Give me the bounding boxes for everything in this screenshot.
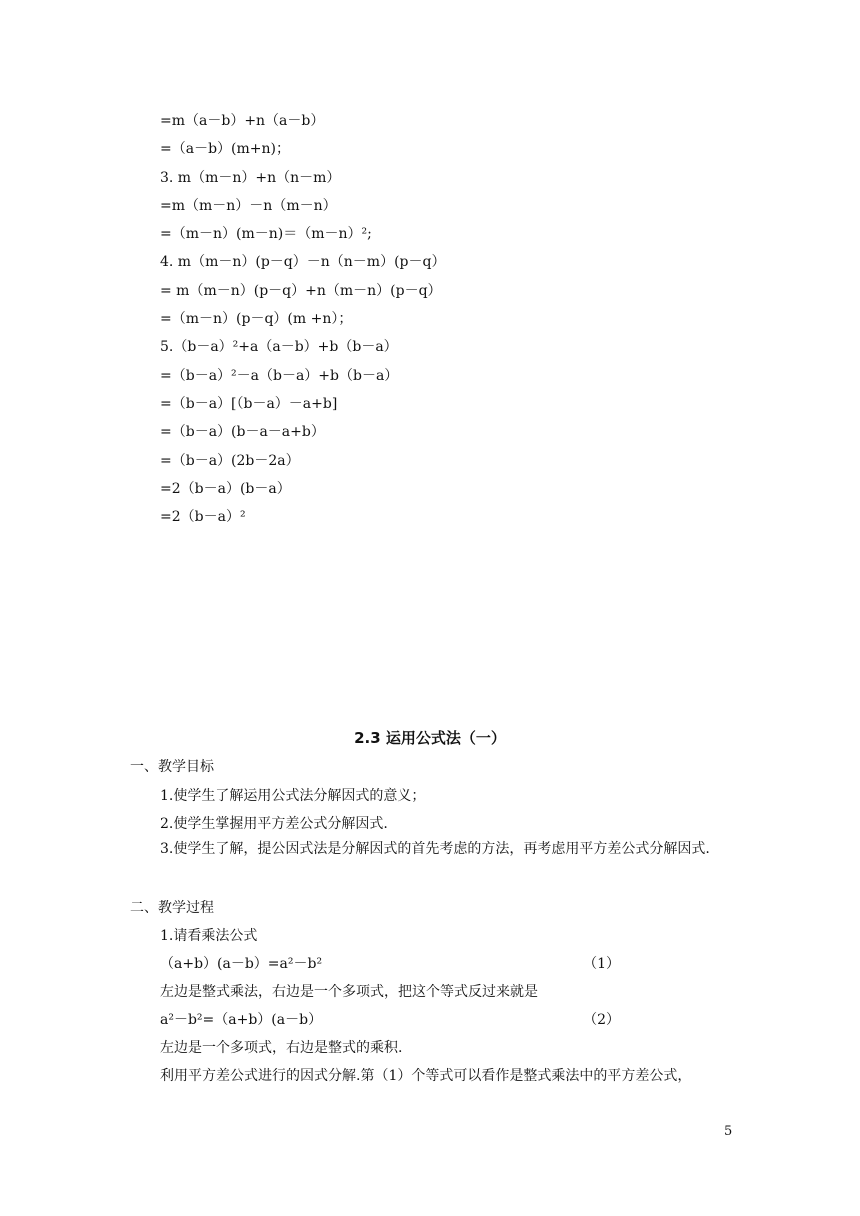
process-text: 利用平方差公式进行的因式分解.第（1）个等式可以看作是整式乘法中的平方差公式， <box>160 1068 692 1084</box>
section-heading-goals: 一、教学目标 <box>130 759 214 775</box>
factorization-steps <box>160 107 445 531</box>
lesson-title: 2.3 运用公式法（一） <box>354 729 506 747</box>
goal-item: 1.使学生了解运用公式法分解因式的意义； <box>160 788 426 804</box>
goal-item: 3.使学生了解，提公因式法是分解因式的首先考虑的方法，再考虑用平方差公式分解因式. <box>160 841 710 857</box>
math-line: =2（b－a）² <box>160 509 246 526</box>
math-line: =m（a－b）+n（a－b） <box>160 113 325 129</box>
equation-1-tag: （1） <box>583 956 620 972</box>
math-line: =（b－a）(b－a－a+b） <box>160 424 325 441</box>
math-line: =（m－n）(m－n)＝（m－n）²; <box>160 226 372 243</box>
equation-2-tag: （2） <box>583 1012 620 1028</box>
math-line: =（b－a）[（b－a）－a+b] <box>160 395 338 412</box>
math-line: =m（m－n）－n（m－n） <box>160 197 337 214</box>
goal-item: 2.使学生掌握用平方差公式分解因式. <box>160 816 388 832</box>
math-line: =（b－a）(2b－2a） <box>160 452 300 469</box>
process-step: 1.请看乘法公式 <box>160 928 258 944</box>
math-line: =（m－n）(p－q）(m +n）； <box>160 311 353 328</box>
equation-1-text: （a+b）(a－b）=a²－b² <box>160 956 323 972</box>
equation-1 <box>160 952 620 976</box>
math-line: =（a－b）(m+n)； <box>160 141 290 158</box>
equation-2 <box>160 1008 620 1032</box>
math-line: 5.（b－a）²+a（a－b）+b（b－a） <box>160 339 398 356</box>
equation-2-text: a²－b²=（a+b）(a－b） <box>160 1012 323 1028</box>
process-text: 左边是整式乘法，右边是一个多项式，把这个等式反过来就是 <box>160 984 538 1000</box>
math-line: = m（m－n）(p－q）+n（m－n）(p－q） <box>160 282 442 299</box>
math-line: =（b－a）²－a（b－a）+b（b－a） <box>160 367 399 384</box>
page-number: 5 <box>724 1124 733 1139</box>
math-line: 4. m（m－n）(p－q）－n（n－m）(p－q） <box>160 254 446 271</box>
math-line: 3. m（m－n）+n（n－m） <box>160 169 341 186</box>
section-heading-process: 二、教学过程 <box>130 900 214 916</box>
process-text: 左边是一个多项式，右边是整式的乘积. <box>160 1040 403 1056</box>
math-line: =2（b－a）(b－a） <box>160 480 291 497</box>
